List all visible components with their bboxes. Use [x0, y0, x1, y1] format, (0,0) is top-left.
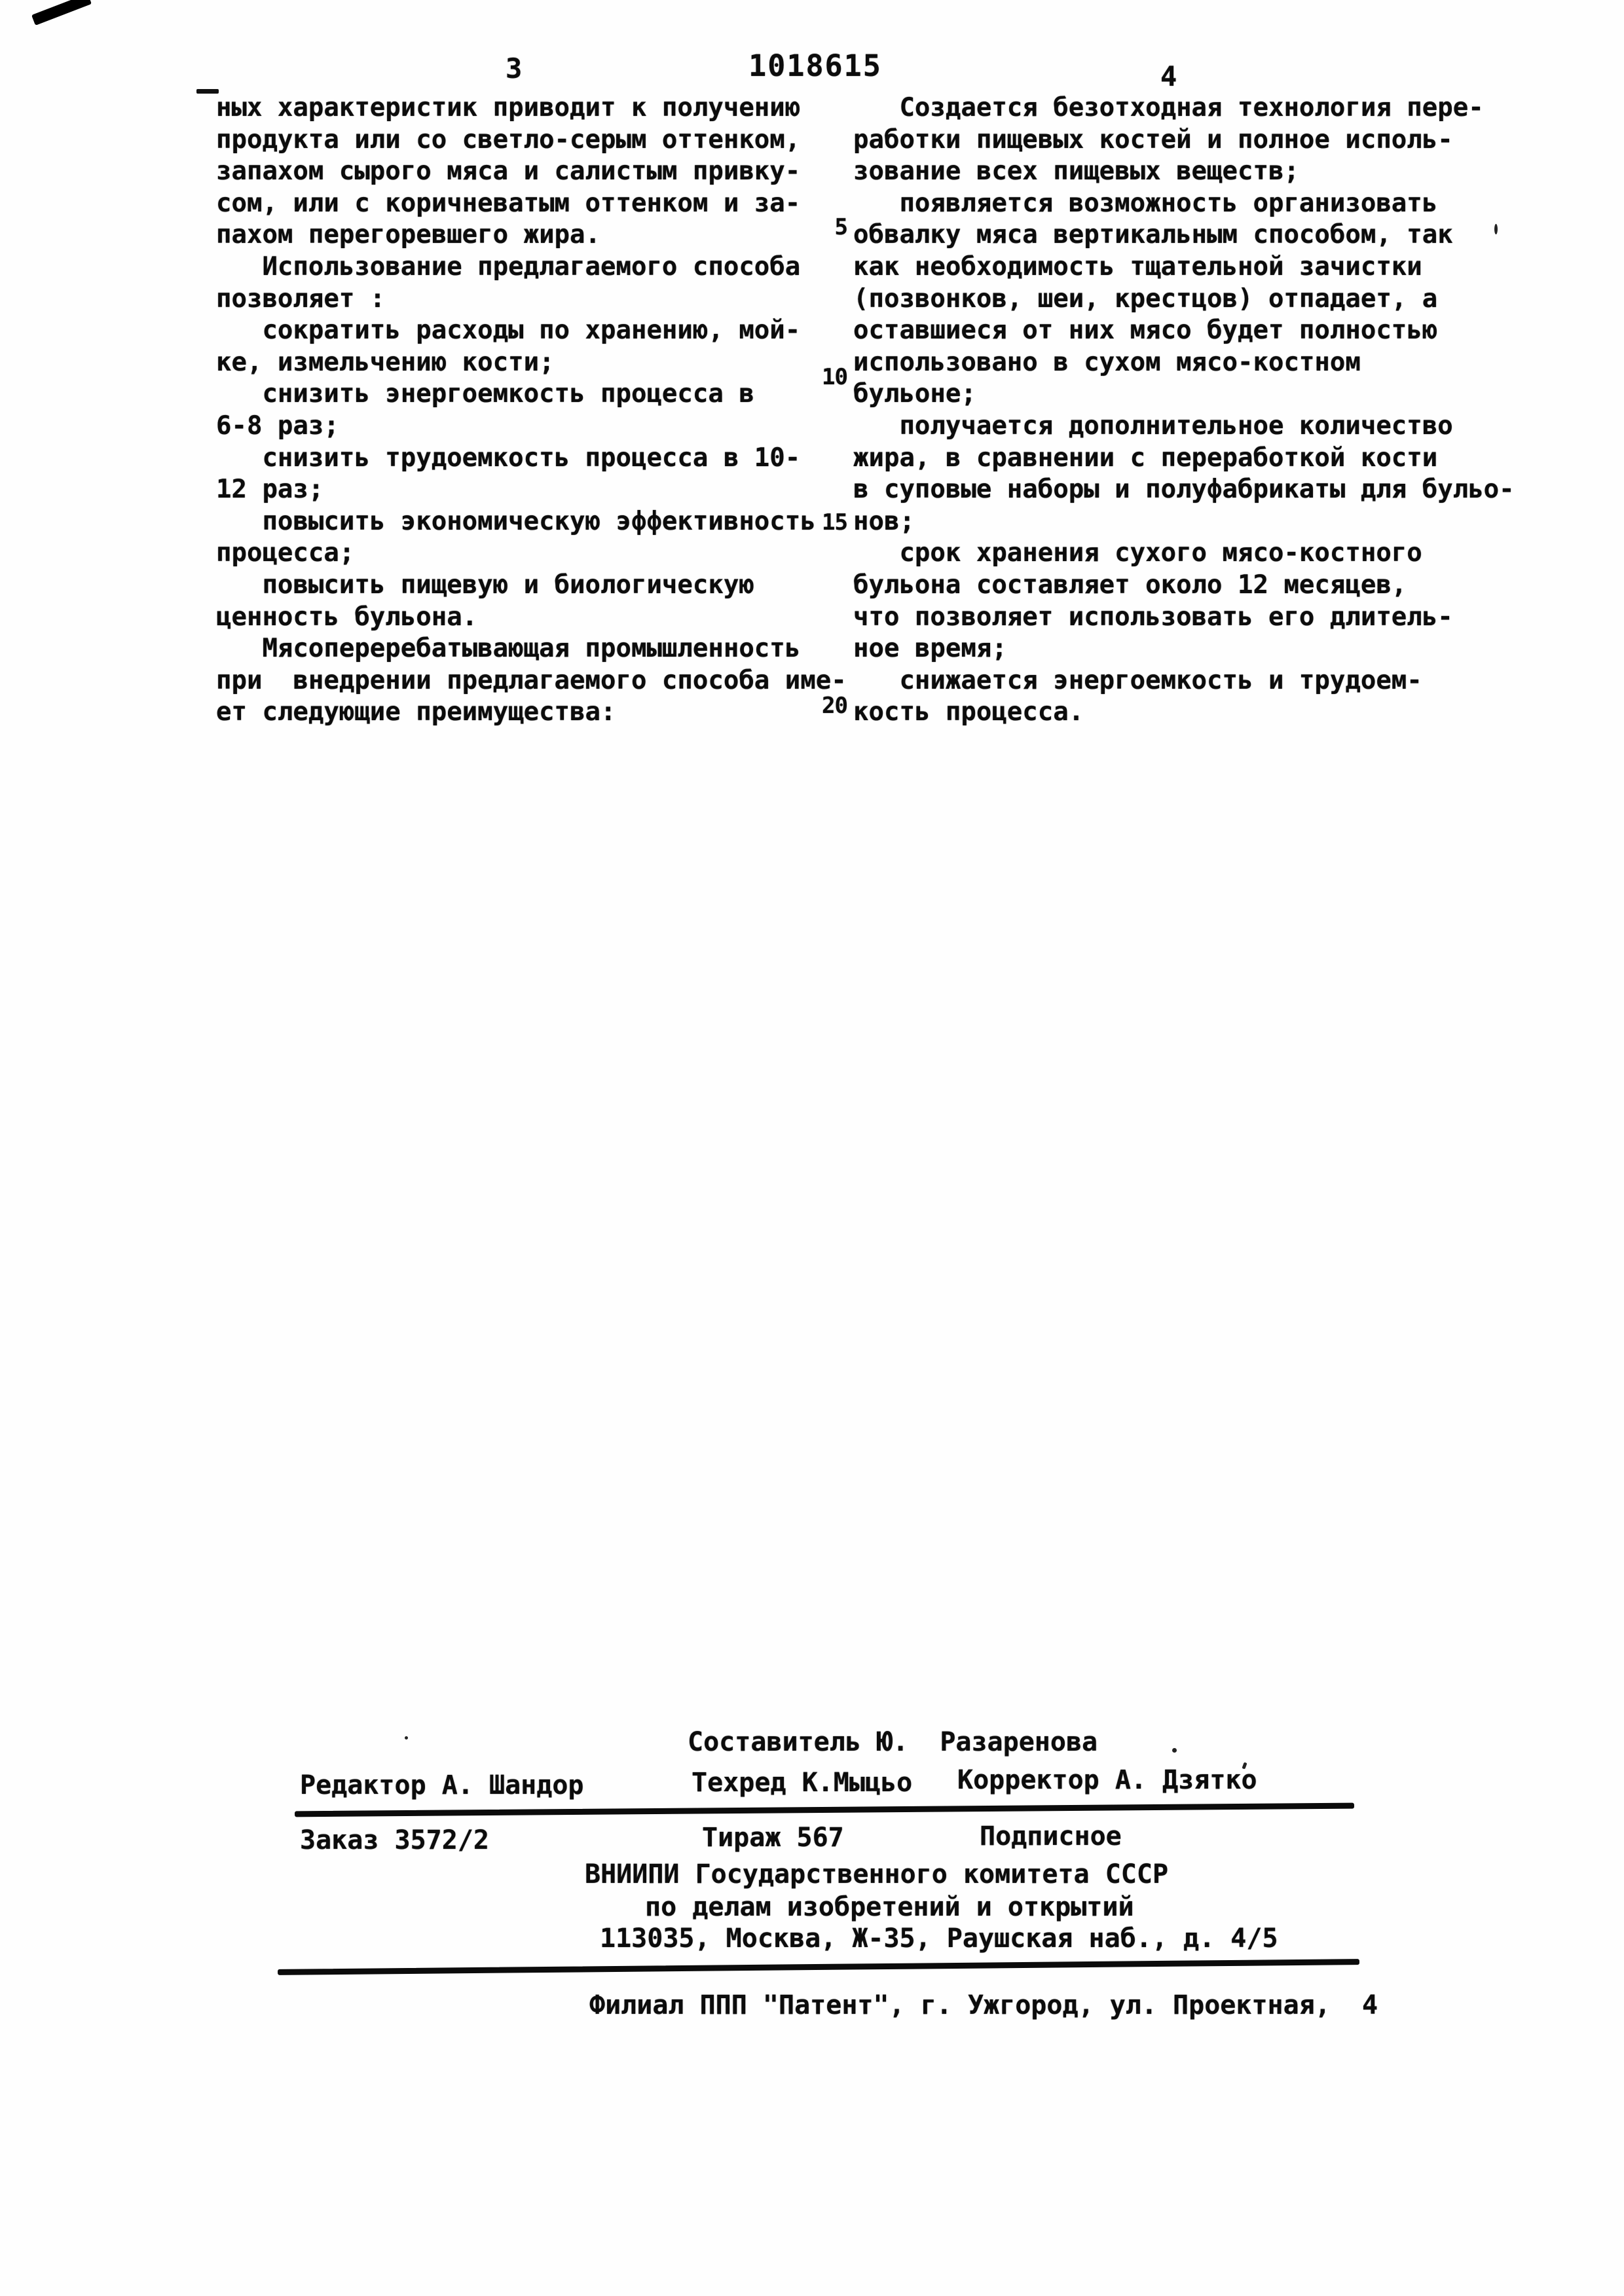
footer-org-address: 113035, Москва, Ж-35, Раушская наб., д. 4/5	[600, 1923, 1278, 1954]
text-line: запахом сырого мяса и салистым привку-	[216, 156, 801, 187]
page-number-left: 3	[506, 52, 523, 84]
text-column-left	[216, 92, 858, 729]
gutter-line-numbers	[794, 0, 849, 786]
text-line: получается дополнительное количество	[853, 410, 1453, 441]
text-line: (позвонков, шеи, крестцов) отпадает, а	[853, 283, 1438, 314]
line-number: 20	[822, 693, 847, 719]
text-line: нов;	[853, 506, 915, 536]
text-line: позволяет :	[216, 283, 386, 314]
footer-rule-top	[295, 1803, 1354, 1817]
footer-subscription: Подписное	[980, 1821, 1122, 1851]
footer-org-line-2: по делам изобретений и открытий	[645, 1892, 1134, 1922]
footer-compiler: Составитель Ю. Разаренова	[688, 1727, 1098, 1757]
text-line: 6-8 раз;	[216, 410, 339, 441]
patent-number: 1018615	[748, 48, 882, 83]
text-line: ке, измельчению кости;	[216, 347, 555, 377]
footer-order-number: Заказ 3572/2	[300, 1825, 489, 1855]
footer-print-run: Тираж 567	[702, 1823, 844, 1853]
page-number-right: 4	[1160, 60, 1177, 92]
text-line: продукта или со светло-серым оттенком,	[216, 124, 801, 155]
text-line: появляется возможность организовать	[853, 188, 1438, 218]
footer-editor: Редактор А. Шандор	[300, 1770, 584, 1800]
text-line: оставшиеся от них мясо будет полностью	[853, 316, 1438, 346]
text-line: ценность бульона.	[216, 602, 478, 632]
text-line: снижается энергоемкость и трудоем-	[853, 665, 1422, 695]
scan-speck	[405, 1736, 408, 1740]
text-line: ное время;	[853, 634, 1007, 664]
text-line: сократить расходы по хранению, мой-	[216, 316, 801, 346]
text-line: 12 раз;	[216, 475, 324, 505]
scan-artifact-corner-fold	[31, 0, 92, 26]
text-line: снизить трудоемкость процесса в 10-	[216, 443, 801, 473]
text-line: срок хранения сухого мясо-костного	[853, 538, 1422, 568]
text-line: при внедрении предлагаемого способа име-	[216, 665, 847, 695]
text-line: повысить пищевую и биологическую	[216, 570, 754, 600]
footer-org-line-1: ВНИИПИ Государственного комитета СССР	[585, 1859, 1169, 1889]
footer-branch-line: Филиал ППП "Патент", г. Ужгород, ул. Проектная, 4	[589, 1990, 1378, 2020]
text-line: повысить экономическую эффективность	[216, 506, 816, 536]
text-line: бульоне;	[853, 379, 976, 409]
line-number: 5	[834, 214, 847, 240]
text-line: что позволяет использовать его длитель-	[853, 602, 1453, 632]
text-line: ных характеристик приводит к получению	[216, 93, 801, 122]
text-line: как необходимость тщательной зачистки	[853, 251, 1422, 282]
text-line: пахом перегоревшего жира.	[216, 220, 600, 250]
text-line: использовано в сухом мясо-костном	[853, 347, 1361, 377]
footer-corrector: Корректор А. Дзятко	[957, 1765, 1257, 1795]
text-line: работки пищевых костей и полное исполь-	[853, 124, 1453, 155]
text-line: ет следующие преимущества:	[216, 697, 616, 727]
text-line: Создается безотходная технология пере-	[853, 93, 1484, 122]
footer-techred: Техред К.Мыцьо	[692, 1768, 913, 1798]
text-line: снизить энергоемкость процесса в	[216, 379, 754, 409]
footer-rule-bottom	[278, 1959, 1359, 1975]
scan-speck	[1172, 1748, 1177, 1753]
text-line: бульона составляет около 12 месяцев,	[853, 570, 1407, 600]
text-column-right	[853, 92, 1515, 729]
text-line: жира, в сравнении с переработкой кости	[853, 443, 1438, 473]
text-line: обвалку мяса вертикальным способом, так	[853, 220, 1453, 250]
text-line: Мясопереребатывающая промышленность	[216, 634, 801, 664]
text-line: зование всех пищевых веществ;	[853, 156, 1299, 187]
text-line: процесса;	[216, 538, 355, 568]
text-line: кость процесса.	[853, 697, 1084, 727]
text-line: Использование предлагаемого способа	[216, 251, 801, 282]
scan-artifact-dash	[196, 89, 219, 94]
text-line: в суповые наборы и полуфабрикаты для бульо-	[853, 475, 1515, 505]
line-number: 10	[822, 364, 847, 390]
text-line: сом, или с коричневатым оттенком и за-	[216, 188, 801, 218]
line-number: 15	[822, 509, 847, 536]
